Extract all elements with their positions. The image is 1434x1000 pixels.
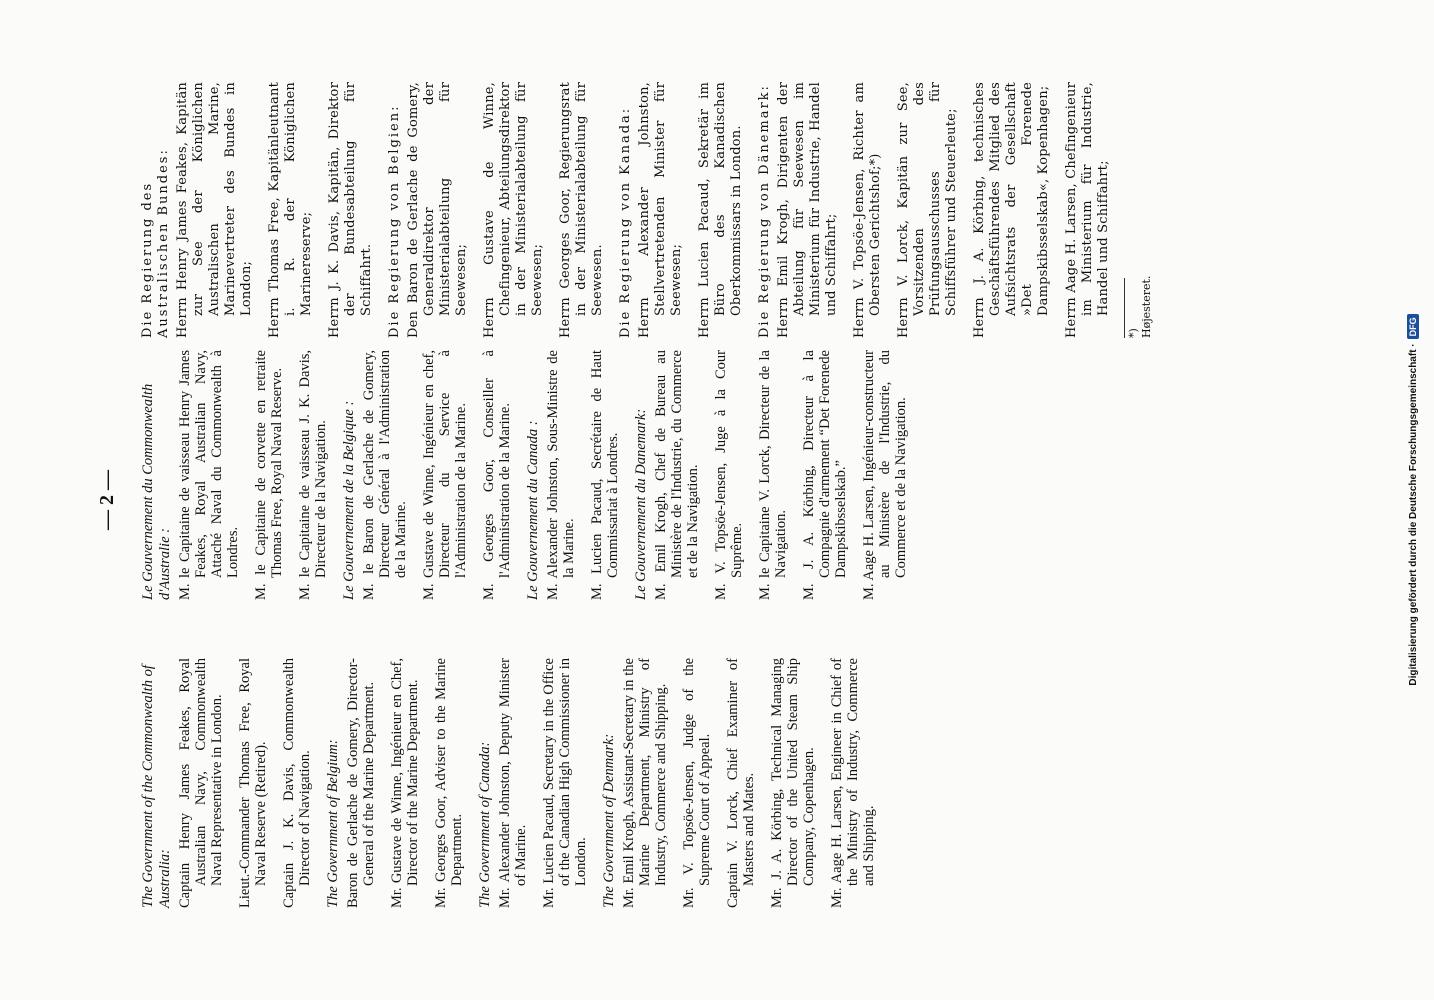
delegate-entry: M. le Capitaine de vaisseau J. K. Davis, Directeur de la Navigation. xyxy=(297,350,329,600)
column-german xyxy=(140,82,1153,338)
delegate-entry: Herrn J. A. Körbing, technisches Geschäftsführendes Mitglied des Aufsichtsrats der Gesellschaft »Det Forenede Dampskibsselskab«, Kopenhagen; xyxy=(972,82,1051,338)
delegate-entry: Mr. Georges Goor, Adviser to the Marine Department. xyxy=(433,658,465,908)
delegation-group xyxy=(341,350,513,600)
column-english xyxy=(140,658,889,908)
delegation-group xyxy=(140,350,329,600)
delegate-entry: Mr. V. Topsöe-Jensen, Judge of the Supreme Court of Appeal. xyxy=(681,658,713,908)
delegation-group xyxy=(525,350,621,600)
delegation-heading: Le Gouvernement du Danemark: xyxy=(633,408,649,600)
delegate-entry: Captain V. Lorck, Chief Examiner of Masters and Mates. xyxy=(725,658,757,908)
delegate-entry: M. Emil Krogh, Chef de Bureau au Ministère de l'Industrie, du Commerce et de la Navigation. xyxy=(653,350,701,600)
delegate-entry: Herrn Emil Krogh, Dirigenten der Abteilung für Seewesen im Ministerium für Industrie, Handel und Schiffahrt; xyxy=(776,82,839,338)
delegate-entry: M. le Capitaine de corvette en retraite Thomas Free, Royal Naval Reserve. xyxy=(253,350,285,600)
dfg-logo: DFG xyxy=(1407,314,1419,339)
delegate-entry: M. le Capitaine de vaisseau Henry James Feakes, Royal Australian Navy, Attaché Naval du Commonwealth à Londres. xyxy=(177,350,241,600)
delegation-heading: Le Gouvernement du Commonwealth d'Australie : xyxy=(140,383,173,600)
delegation-heading: Le Gouvernement du Canada : xyxy=(525,420,541,600)
delegation-group xyxy=(757,82,1112,338)
delegate-entry: Herrn Alexander Johnston, Stellvertretenden Minister für Seewesen; xyxy=(637,82,684,338)
delegate-entry: M. Lucien Pacaud, Secrétaire de Haut Commissariat à Londres. xyxy=(589,350,621,600)
delegate-entry: Mr. Alexander Johnston, Deputy Minister of Marine. xyxy=(497,658,529,908)
delegate-entry: M. Georges Goor, Conseiller à l'Administration de la Marine. xyxy=(481,350,513,600)
delegation-group xyxy=(633,350,909,600)
delegation-group xyxy=(618,82,745,338)
delegation-group xyxy=(477,658,589,908)
delegation-group xyxy=(140,82,375,338)
delegate-entry: Mr. Aage H. Larsen, Engineer in Chief of the Ministry of Industry, Commerce and Shipping. xyxy=(829,658,877,908)
delegate-entry: Baron de Gerlache de Gomery, Director-General of the Marine Department. xyxy=(345,658,377,908)
delegate-entry: Herrn V. Lorck, Kapitän zur See, Vorsitzenden des Prüfungsausschusses für Schiffsführer und Steuerleute; xyxy=(896,82,959,338)
delegate-entry: Herrn Aage H. Larsen, Chefingenieur im Ministerium für Industrie, Handel und Schiffahrt; xyxy=(1064,82,1111,338)
digitization-credit-text: Digitalisierung gefördert durch die Deutsche Forschungsgemeinschaft · xyxy=(1407,343,1419,686)
column-german-body xyxy=(140,82,1112,338)
footnote: *) Højesteret. xyxy=(1124,278,1153,338)
delegate-entry: Herrn Lucien Pacaud, Sekretär im Büro des Kanadischen Oberkommissars in London. xyxy=(697,82,744,338)
delegate-entry: Herrn Gustave de Winne, Chefingenieur, Abteilungsdirektor in der Ministerialabteilung für Seewesen; xyxy=(482,82,545,338)
delegate-entry: Mr. Emil Krogh, Assistant-Secretary in the Marine Department, Ministry of Industry, Commerce and Shipping. xyxy=(621,658,669,908)
delegation-group xyxy=(325,658,465,908)
delegate-entry: Herrn Thomas Free, Kapitänleutnant i. R. der Königlichen Marinereserve; xyxy=(267,82,314,338)
delegate-entry: Den Baron de Gerlache de Gomery, Generaldirektor der Ministerialabteilung für Seewesen; xyxy=(406,82,469,338)
delegate-entry: M. Gustave de Winne, Ingénieur en chef, Directeur du Service à l'Administration de la Marine. xyxy=(421,350,469,600)
delegate-entry: Herrn J. K. Davis, Kapitän, Direktor der Bundesabteilung für Schiffahrt. xyxy=(327,82,374,338)
delegation-heading: The Government of Denmark: xyxy=(601,733,617,908)
digitization-credit xyxy=(1398,0,1428,1000)
delegate-entry: Mr. Lucien Pacaud, Secretary in the Office of the Canadian High Commissioner in London. xyxy=(541,658,589,908)
column-french xyxy=(140,350,921,600)
delegate-entry: Herrn Henry James Feakes, Kapitän zur See der Königlichen Australischen Marine, Marinevertreter des Bundes in London; xyxy=(175,82,254,338)
delegation-heading: Le Gouvernement de la Belgique : xyxy=(341,400,357,600)
delegate-entry: Herrn Georges Goor, Regierungsrat in der Ministerialabteilung für Seewesen. xyxy=(558,82,605,338)
delegation-group xyxy=(140,658,313,908)
delegate-entry: M. Alexander Johnston, Sous-Ministre de la Marine. xyxy=(545,350,577,600)
delegation-heading: Die Regierung von Belgien: xyxy=(387,104,402,338)
delegation-heading: Die Regierung von Dänemark: xyxy=(757,84,772,338)
delegation-heading: The Government of Canada: xyxy=(477,741,493,908)
delegation-group xyxy=(601,658,877,908)
delegate-entry: Captain J. K. Davis, Commonwealth Director of Navigation. xyxy=(281,658,313,908)
delegation-heading: The Government of the Commonwealth of Australia: xyxy=(140,665,173,908)
delegation-heading: Die Regierung des Australischen Bundes: xyxy=(140,148,171,338)
delegate-entry: Captain Henry James Feakes, Royal Australian Navy, Commonwealth Naval Representative in London. xyxy=(177,658,225,908)
delegate-entry: M. le Capitaine V. Lorck, Directeur de la Navigation. xyxy=(757,350,789,600)
delegate-entry: Mr. Gustave de Winne, Ingénieur en Chef, Director of the Marine Department. xyxy=(389,658,421,908)
delegate-entry: M. Aage H. Larsen, Ingénieur-constructeur au Ministère de l'Industrie, du Commerce et de la Navigation. xyxy=(861,350,909,600)
delegation-heading: The Government of Belgium: xyxy=(325,739,341,908)
delegate-entry: Herrn V. Topsöe-Jensen, Richter am Obersten Gerichtshof;*) xyxy=(852,82,883,338)
delegate-entry: Lieut.-Commander Thomas Free, Royal Naval Reserve (Retired). xyxy=(237,658,269,908)
delegate-entry: M. le Baron de Gerlache de Gomery, Directeur Général à l'Administration de la Marine. xyxy=(361,350,409,600)
delegate-entry: M. V. Topsöe-Jensen, Juge à la Cour Suprême. xyxy=(713,350,745,600)
page-number: — 2 — xyxy=(96,470,118,530)
delegation-group xyxy=(387,82,606,338)
delegate-entry: Mr. J. A. Körbing, Technical Managing Director of the United Steam Ship Company, Copenhagen. xyxy=(769,658,817,908)
delegation-heading: Die Regierung von Kanada: xyxy=(618,106,633,338)
delegate-entry: M. J. A. Körbing, Directeur à la Compagnie d'armement “Det Forenede Dampskibsselskab.” xyxy=(801,350,849,600)
